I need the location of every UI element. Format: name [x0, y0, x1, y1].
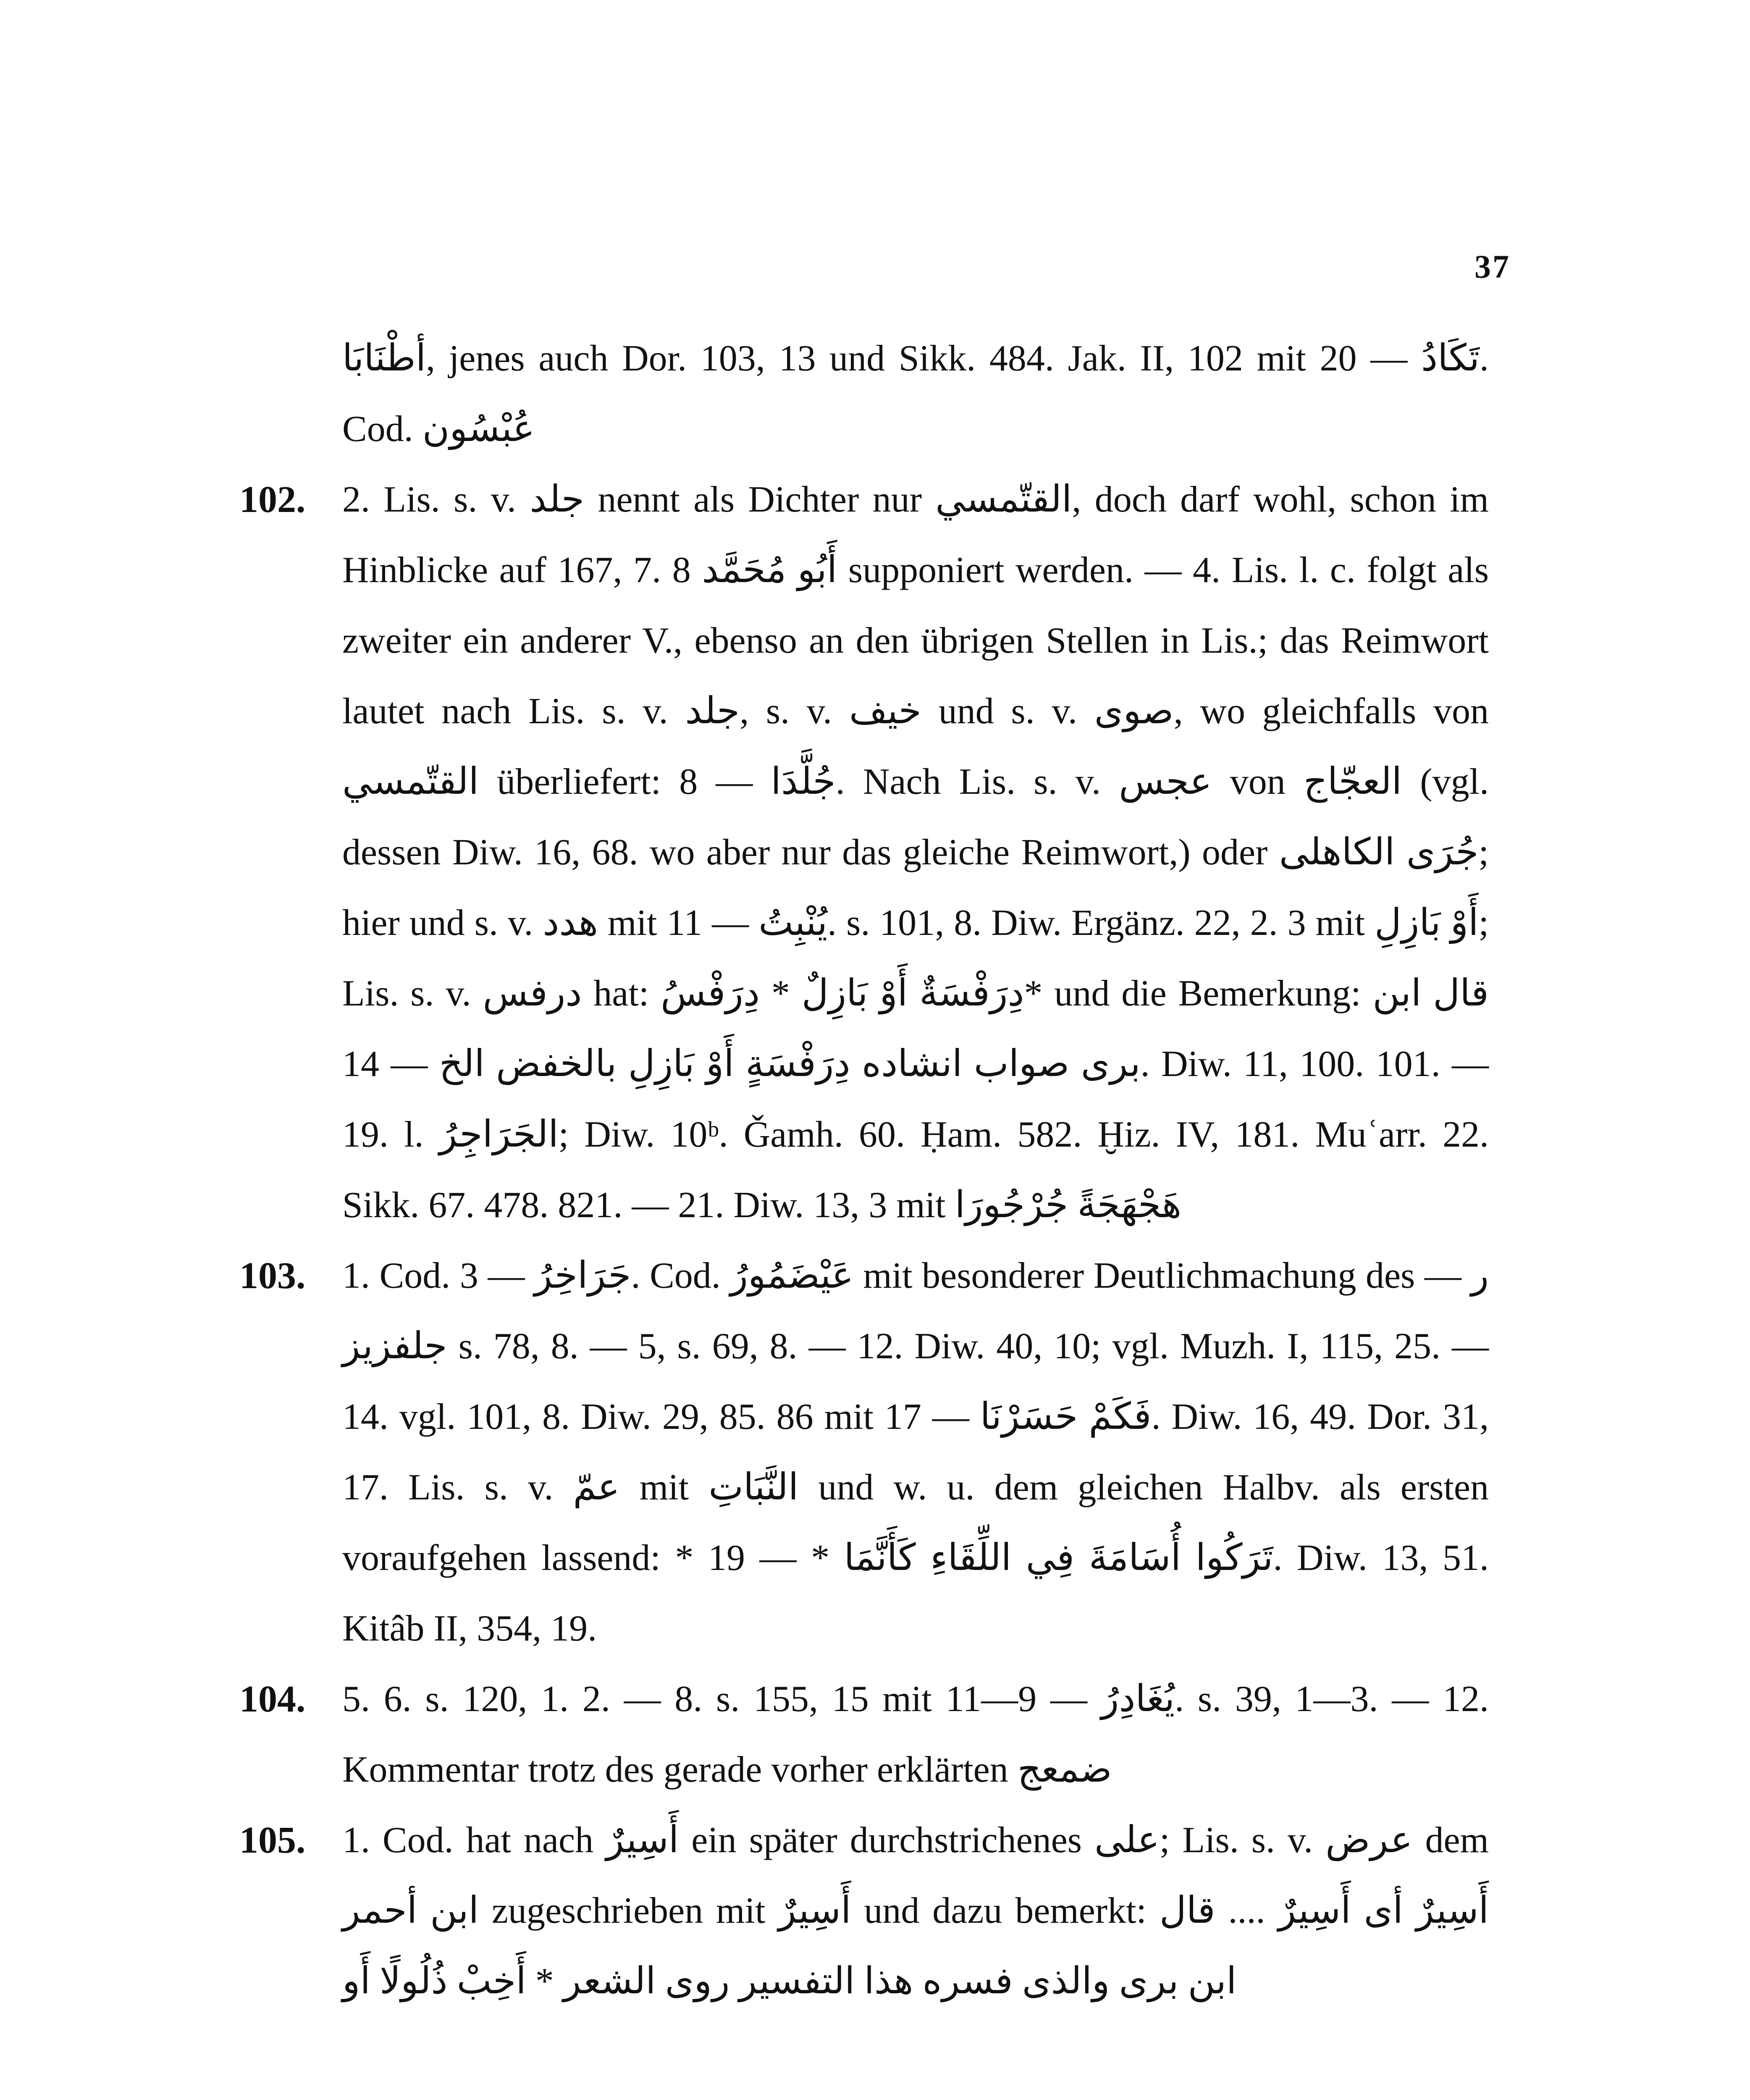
- entry-number: 105.: [239, 1819, 306, 1861]
- entry-text: 1. Cod. جَرَاخِرُ — 3. Cod. عَيْضَمُورُ mit besonderer Deutlichmachung des ر — جلفزيز s. 78, 8. — 5, s. 69, 8. — 12. Diw. 40, 10; vgl. Muzh. I, 115, 25. — 14. vgl. 101, 8. Diw. 29, 85. 86 mit فَكَمْ حَسَرْنَا — 17. Diw. 16, 49. Dor. 31, 17. Lis. s. v. عمّ mit النَّبَاتِ und w. u. dem gleichen Halbv. als ersten voraufgehen lassend: * تَرَكُوا أُسَامَةَ فِي اللِّقَاءِ كَأَنَّمَا * — 19. Diw. 13, 51. Kitâb II, 354, 19.: [342, 1255, 1489, 1649]
- entry-103: [239, 1241, 1489, 1664]
- entry-text: 1. Cod. hat nach أَسِيرٌ ein später durchstrichenes على; Lis. s. v. عرض dem ابن أحمر zugeschrieben mit أَسِيرٌ und dazu bemerkt: أَسِيرٌ أى أَسِيرٌ .... قال ابن برى والذى فسره هذا التفسير روى الشعر * أَخِبْ ذُلُولًا أَو: [342, 1820, 1489, 2002]
- entry-105: [239, 1805, 1489, 2017]
- entry-number: 104.: [239, 1678, 306, 1720]
- intro-text: أطْنَابَا, jenes auch Dor. 103, 13 und Sikk. 484. Jak. II, 102 mit تَكَادُ — 20. Cod. عُبْسُون: [342, 338, 1489, 449]
- page-content: [239, 323, 1489, 2017]
- entry-104: [239, 1664, 1489, 1805]
- entry-text: 2. Lis. s. v. جلد nennt als Dichter nur القتّمسي, doch darf wohl, schon im Hinblicke auf 167, 7. 8 أَبُو مُحَمَّد supponiert werden. — 4. Lis. l. c. folgt als zweiter ein anderer V., ebenso an den übrigen Stellen in Lis.; das Reimwort lautet nach Lis. s. v. جلد, s. v. خيف und s. v. صوى, wo gleichfalls von القتّمسي überliefert: جُلَّدَا — 8. Nach Lis. s. v. عجس von العجّاج (vgl. dessen Diw. 16, 68. wo aber nur das gleiche Reimwort,) oder جُرَى الكاهلى; hier und s. v. هدد mit يُنْبِتُ — 11. s. 101, 8. Diw. Ergänz. 22, 2. 3 mit أَوْ بَازِلِ; Lis. s. v. درفس hat: دِرَفْسَةٌ أَوْ بَازِلٌ * دِرَفْسُ* und die Bemerkung: قال ابن برى صواب انشاده دِرَفْسَةٍ أَوْ بَازِلِ بالخفض الخ — 14. Diw. 11, 100. 101. — 19. l. الجَرَاجِرُ; Diw. 10ᵇ. Ǧamh. 60. Ḥam. 582. Ḫiz. IV, 181. Muʿarr. 22. Sikk. 67. 478. 821. — 21. Diw. 13, 3 mit هَجْهَجَةً جُرْجُورَا: [342, 479, 1489, 1226]
- entry-number: 102.: [239, 479, 306, 520]
- entry-text: 5. 6. s. 120, 1. 2. — 8. s. 155, 15 mit يُغَادِرُ — 9—11. s. 39, 1—3. — 12. Kommentar trotz des gerade vorher erklärten ضمعج: [342, 1679, 1489, 1790]
- entry-102: [239, 465, 1489, 1241]
- entry-number: 103.: [239, 1255, 306, 1297]
- intro-paragraph: [342, 323, 1489, 465]
- page-number: 37: [1475, 248, 1511, 285]
